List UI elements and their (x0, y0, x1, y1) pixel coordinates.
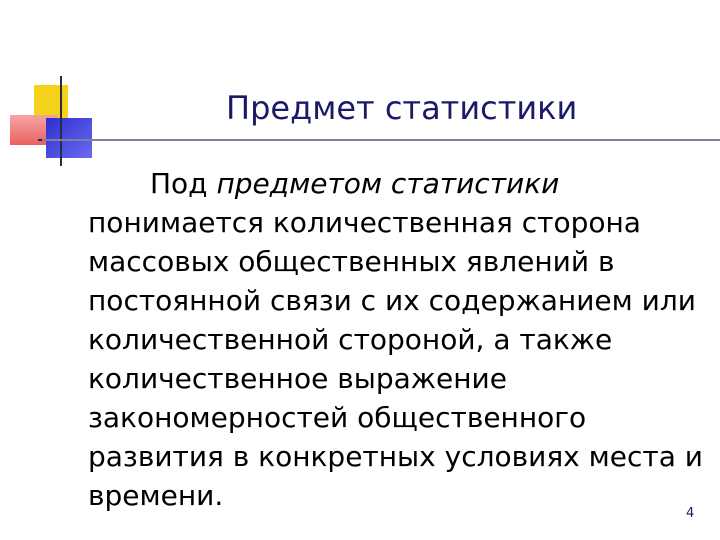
body-line-4: постоянной связи с их содержанием или (88, 284, 696, 317)
body-line-9: времени. (88, 479, 224, 512)
deco-yellow-square (34, 85, 68, 120)
body-term: предметом статистики (216, 167, 560, 200)
body-line-2: понимается количественная сторона (88, 206, 641, 239)
body-line-1 (88, 164, 708, 203)
deco-blue-square (46, 118, 92, 158)
body-line-5: количественной стороной, а также (88, 323, 613, 356)
slide-title: Предмет статистики (226, 89, 578, 127)
title-underline (42, 139, 720, 141)
body-line-6: количественное выражение (88, 362, 507, 395)
body-line-8: развития в конкретных условиях места и (88, 440, 703, 473)
body-line-3: массовых общественных явлений в (88, 245, 615, 278)
title-decoration-icon (0, 0, 100, 170)
slide-body (88, 164, 708, 515)
body-line-7: закономерностей общественного (88, 401, 587, 434)
page-number: 4 (686, 506, 695, 521)
body-lead-text: Под (150, 167, 217, 200)
